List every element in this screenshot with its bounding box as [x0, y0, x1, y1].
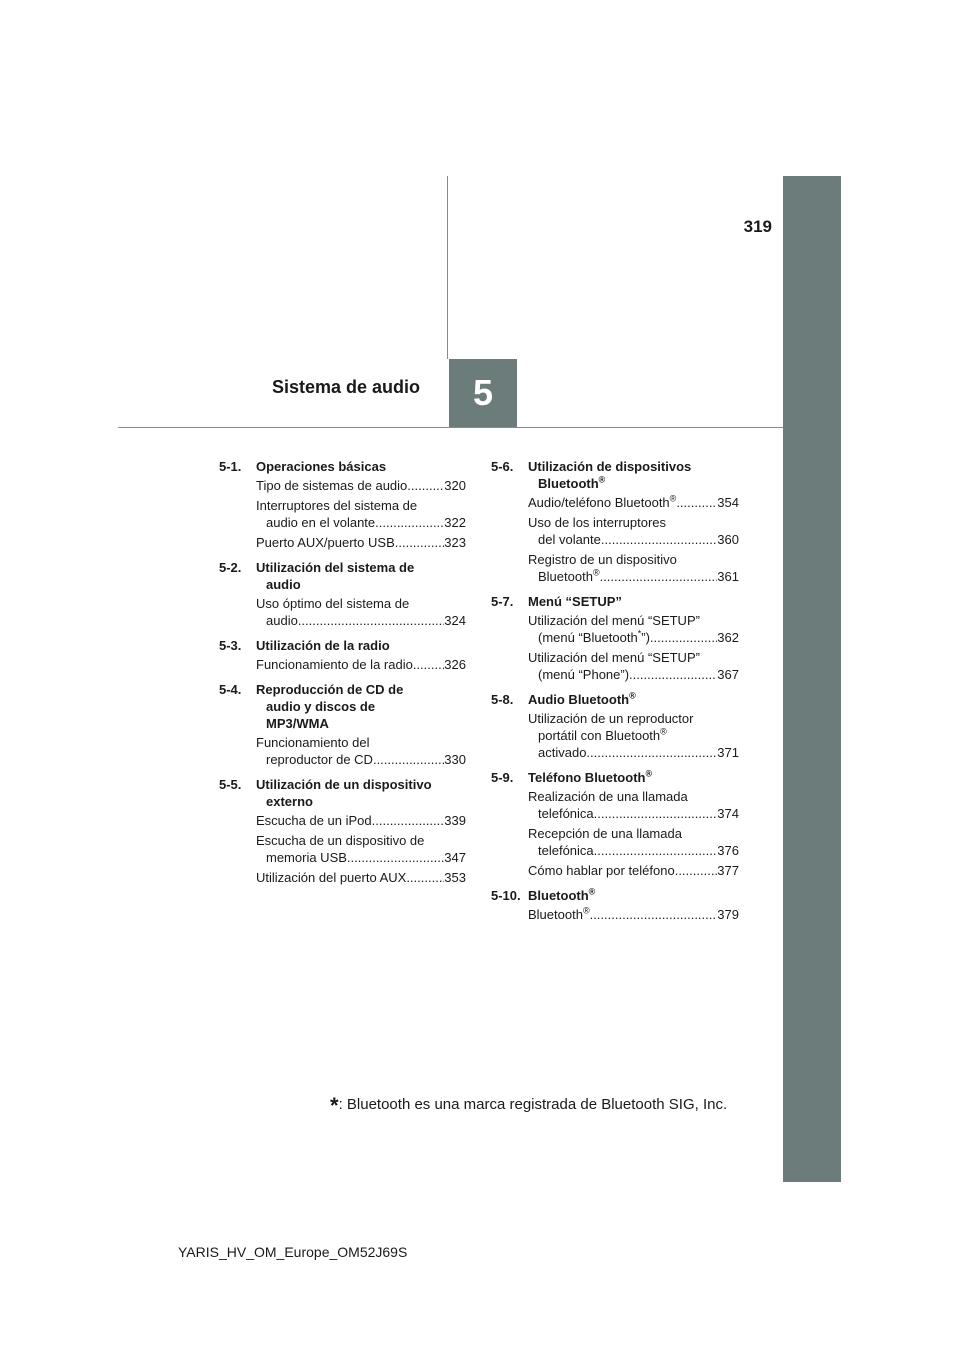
dot-leader — [395, 534, 445, 551]
toc-entry[interactable] — [528, 551, 739, 585]
toc-entry[interactable] — [256, 656, 466, 673]
toc-section — [219, 637, 466, 673]
dot-leader — [676, 494, 717, 511]
toc-entry[interactable] — [256, 497, 466, 531]
section-title — [256, 776, 466, 810]
entry-text: Puerto AUX/puerto USB — [256, 535, 395, 550]
toc-entry[interactable] — [256, 832, 466, 866]
toc-section — [491, 887, 739, 923]
toc-column-right — [491, 458, 739, 931]
toc-section — [491, 593, 739, 683]
entry-text: Escucha de un iPod — [256, 813, 372, 828]
document-code: YARIS_HV_OM_Europe_OM52J69S — [178, 1244, 408, 1260]
entry-text: Uso de los interruptores — [528, 515, 667, 530]
entry-text: Utilización de un reproductor — [528, 711, 694, 726]
section-title-line: Teléfono Bluetooth® — [528, 768, 653, 785]
dot-leader — [372, 812, 445, 829]
section-title-line: Menú “SETUP” — [528, 594, 622, 609]
entry-text: audio — [266, 613, 298, 628]
entry-text: Bluetooth® — [538, 567, 600, 584]
entry-text: Funcionamiento del — [256, 735, 370, 750]
section-title-line: Utilización de la radio — [256, 638, 390, 653]
section-heading — [219, 637, 466, 654]
toc-section — [219, 776, 466, 886]
section-heading — [219, 681, 466, 732]
entry-page-number: 320 — [444, 478, 466, 493]
entry-page-number: 354 — [717, 495, 739, 510]
toc-entry[interactable] — [256, 734, 466, 768]
section-title-line: Reproducción de CD de — [256, 682, 404, 697]
chapter-number-badge — [449, 359, 517, 427]
toc-section — [491, 458, 739, 585]
section-number: 5-10. — [491, 888, 521, 903]
dot-leader — [347, 849, 444, 866]
section-number: 5-3. — [219, 638, 242, 653]
entry-text: telefónica — [538, 843, 594, 858]
toc-entry[interactable] — [528, 514, 739, 548]
section-heading — [491, 593, 739, 610]
toc-entry[interactable] — [256, 477, 466, 494]
section-number: 5-6. — [491, 459, 514, 474]
section-title — [528, 458, 739, 492]
entry-text: reproductor de CD — [266, 752, 373, 767]
entry-text: activado — [538, 745, 587, 760]
dot-leader — [600, 568, 718, 585]
entry-page-number: 322 — [444, 515, 466, 530]
section-title — [256, 681, 466, 732]
toc-entry[interactable] — [256, 869, 466, 886]
entry-page-number: 324 — [444, 613, 466, 628]
section-title-line: Bluetooth® — [528, 886, 596, 903]
entry-page-number: 326 — [444, 657, 466, 672]
section-title-line: MP3/WMA — [266, 716, 329, 731]
section-number: 5-9. — [491, 770, 514, 785]
section-title — [528, 769, 739, 786]
entry-text: telefónica — [538, 806, 594, 821]
section-heading — [491, 887, 739, 904]
entry-text: Interruptores del sistema de — [256, 498, 418, 513]
entry-text: Cómo hablar por teléfono — [528, 863, 675, 878]
entry-text: Realización de una llamada — [528, 789, 688, 804]
dot-leader — [601, 531, 717, 548]
entry-page-number: 339 — [444, 813, 466, 828]
section-title — [528, 691, 739, 708]
section-heading — [219, 776, 466, 810]
entry-text: audio en el volante — [266, 515, 376, 530]
entry-text: Uso óptimo del sistema de — [256, 596, 410, 611]
entry-text: Audio/teléfono Bluetooth® — [528, 493, 677, 510]
toc-section — [219, 458, 466, 551]
dot-leader — [650, 629, 717, 646]
toc-entry[interactable] — [256, 812, 466, 829]
dot-leader — [373, 751, 444, 768]
toc-section — [219, 681, 466, 768]
section-heading — [219, 559, 466, 593]
toc-entry[interactable] — [256, 595, 466, 629]
chapter-number: 5 — [472, 372, 494, 413]
entry-page-number: 330 — [444, 752, 466, 767]
toc-entry[interactable] — [256, 534, 466, 551]
section-heading — [219, 458, 466, 475]
section-title-line: Utilización del sistema de — [256, 560, 415, 575]
toc-entry[interactable] — [528, 825, 739, 859]
entry-text: Registro de un dispositivo — [528, 552, 677, 567]
section-title — [256, 637, 466, 654]
entry-text: Bluetooth® — [528, 905, 590, 922]
toc-column-left — [219, 458, 466, 894]
entry-page-number: 376 — [717, 843, 739, 858]
section-title — [528, 887, 739, 904]
section-title — [256, 458, 466, 475]
entry-page-number: 323 — [444, 535, 466, 550]
footnote — [330, 1093, 727, 1119]
section-title-line: Operaciones básicas — [256, 459, 387, 474]
dot-leader — [406, 869, 444, 886]
toc-entry[interactable] — [528, 649, 739, 683]
header-divider-vertical — [447, 176, 448, 359]
dot-leader — [298, 612, 444, 629]
entry-page-number: 347 — [444, 850, 466, 865]
section-title-line: Audio Bluetooth® — [528, 690, 636, 707]
header-divider-horizontal — [118, 427, 783, 428]
section-heading — [491, 691, 739, 708]
dot-leader — [594, 805, 718, 822]
dot-leader — [586, 744, 717, 761]
entry-page-number: 374 — [717, 806, 739, 821]
section-title-line: Bluetooth® — [538, 474, 606, 491]
entry-text: Utilización del menú “SETUP” — [528, 613, 700, 628]
section-title-line: Utilización de un dispositivo — [256, 777, 432, 792]
footnote-mark: * — [330, 1093, 339, 1118]
dot-leader — [675, 862, 718, 879]
toc-entry[interactable] — [528, 906, 739, 923]
entry-text: Utilización del puerto AUX — [256, 870, 407, 885]
section-title — [256, 559, 466, 593]
entry-text: Recepción de una llamada — [528, 826, 682, 841]
dot-leader — [375, 514, 444, 531]
section-title-line: Utilización de dispositivos — [528, 459, 692, 474]
toc-entry[interactable] — [528, 494, 739, 511]
toc-section — [491, 769, 739, 879]
entry-text: Tipo de sistemas de audio — [256, 478, 408, 493]
section-number: 5-2. — [219, 560, 242, 575]
section-number: 5-8. — [491, 692, 514, 707]
entry-text: (menú “Bluetooth*”) — [538, 628, 650, 645]
entry-text: Escucha de un dispositivo de — [256, 833, 425, 848]
toc-section — [491, 691, 739, 761]
section-heading — [491, 458, 739, 492]
dot-leader — [594, 842, 718, 859]
toc-section — [219, 559, 466, 629]
dot-leader — [407, 477, 444, 494]
section-title-line: externo — [266, 794, 313, 809]
entry-page-number: 371 — [717, 745, 739, 760]
section-title-line: audio y discos de — [266, 699, 376, 714]
entry-page-number: 362 — [717, 630, 739, 645]
chapter-title: Sistema de audio — [272, 377, 421, 397]
chapter-side-tab — [783, 176, 841, 1182]
toc-entry[interactable] — [528, 788, 739, 822]
dot-leader — [629, 666, 717, 683]
entry-page-number: 367 — [717, 667, 739, 682]
dot-leader — [590, 906, 718, 923]
entry-page-number: 379 — [717, 907, 739, 922]
entry-page-number: 361 — [717, 569, 739, 584]
entry-page-number: 353 — [444, 870, 466, 885]
entry-text: del volante — [538, 532, 601, 547]
toc-entry[interactable] — [528, 612, 739, 646]
section-title-line: audio — [266, 577, 301, 592]
section-number: 5-7. — [491, 594, 514, 609]
section-number: 5-5. — [219, 777, 242, 792]
section-title — [528, 593, 739, 610]
entry-text: portátil con Bluetooth® — [538, 726, 667, 743]
entry-page-number: 377 — [717, 863, 739, 878]
section-number: 5-1. — [219, 459, 242, 474]
section-heading — [491, 769, 739, 786]
footnote-text: : Bluetooth es una marca registrada de Bluetooth SIG, Inc. — [338, 1096, 728, 1113]
toc-entry[interactable] — [528, 862, 739, 879]
entry-text: Utilización del menú “SETUP” — [528, 650, 700, 665]
section-number: 5-4. — [219, 682, 242, 697]
entry-text: Funcionamiento de la radio — [256, 657, 413, 672]
toc-entry[interactable] — [528, 710, 739, 761]
entry-text: memoria USB — [266, 850, 347, 865]
entry-page-number: 360 — [717, 532, 739, 547]
entry-text: (menú “Phone”) — [538, 667, 630, 682]
page-number: 319 — [743, 217, 772, 236]
dot-leader — [413, 656, 444, 673]
